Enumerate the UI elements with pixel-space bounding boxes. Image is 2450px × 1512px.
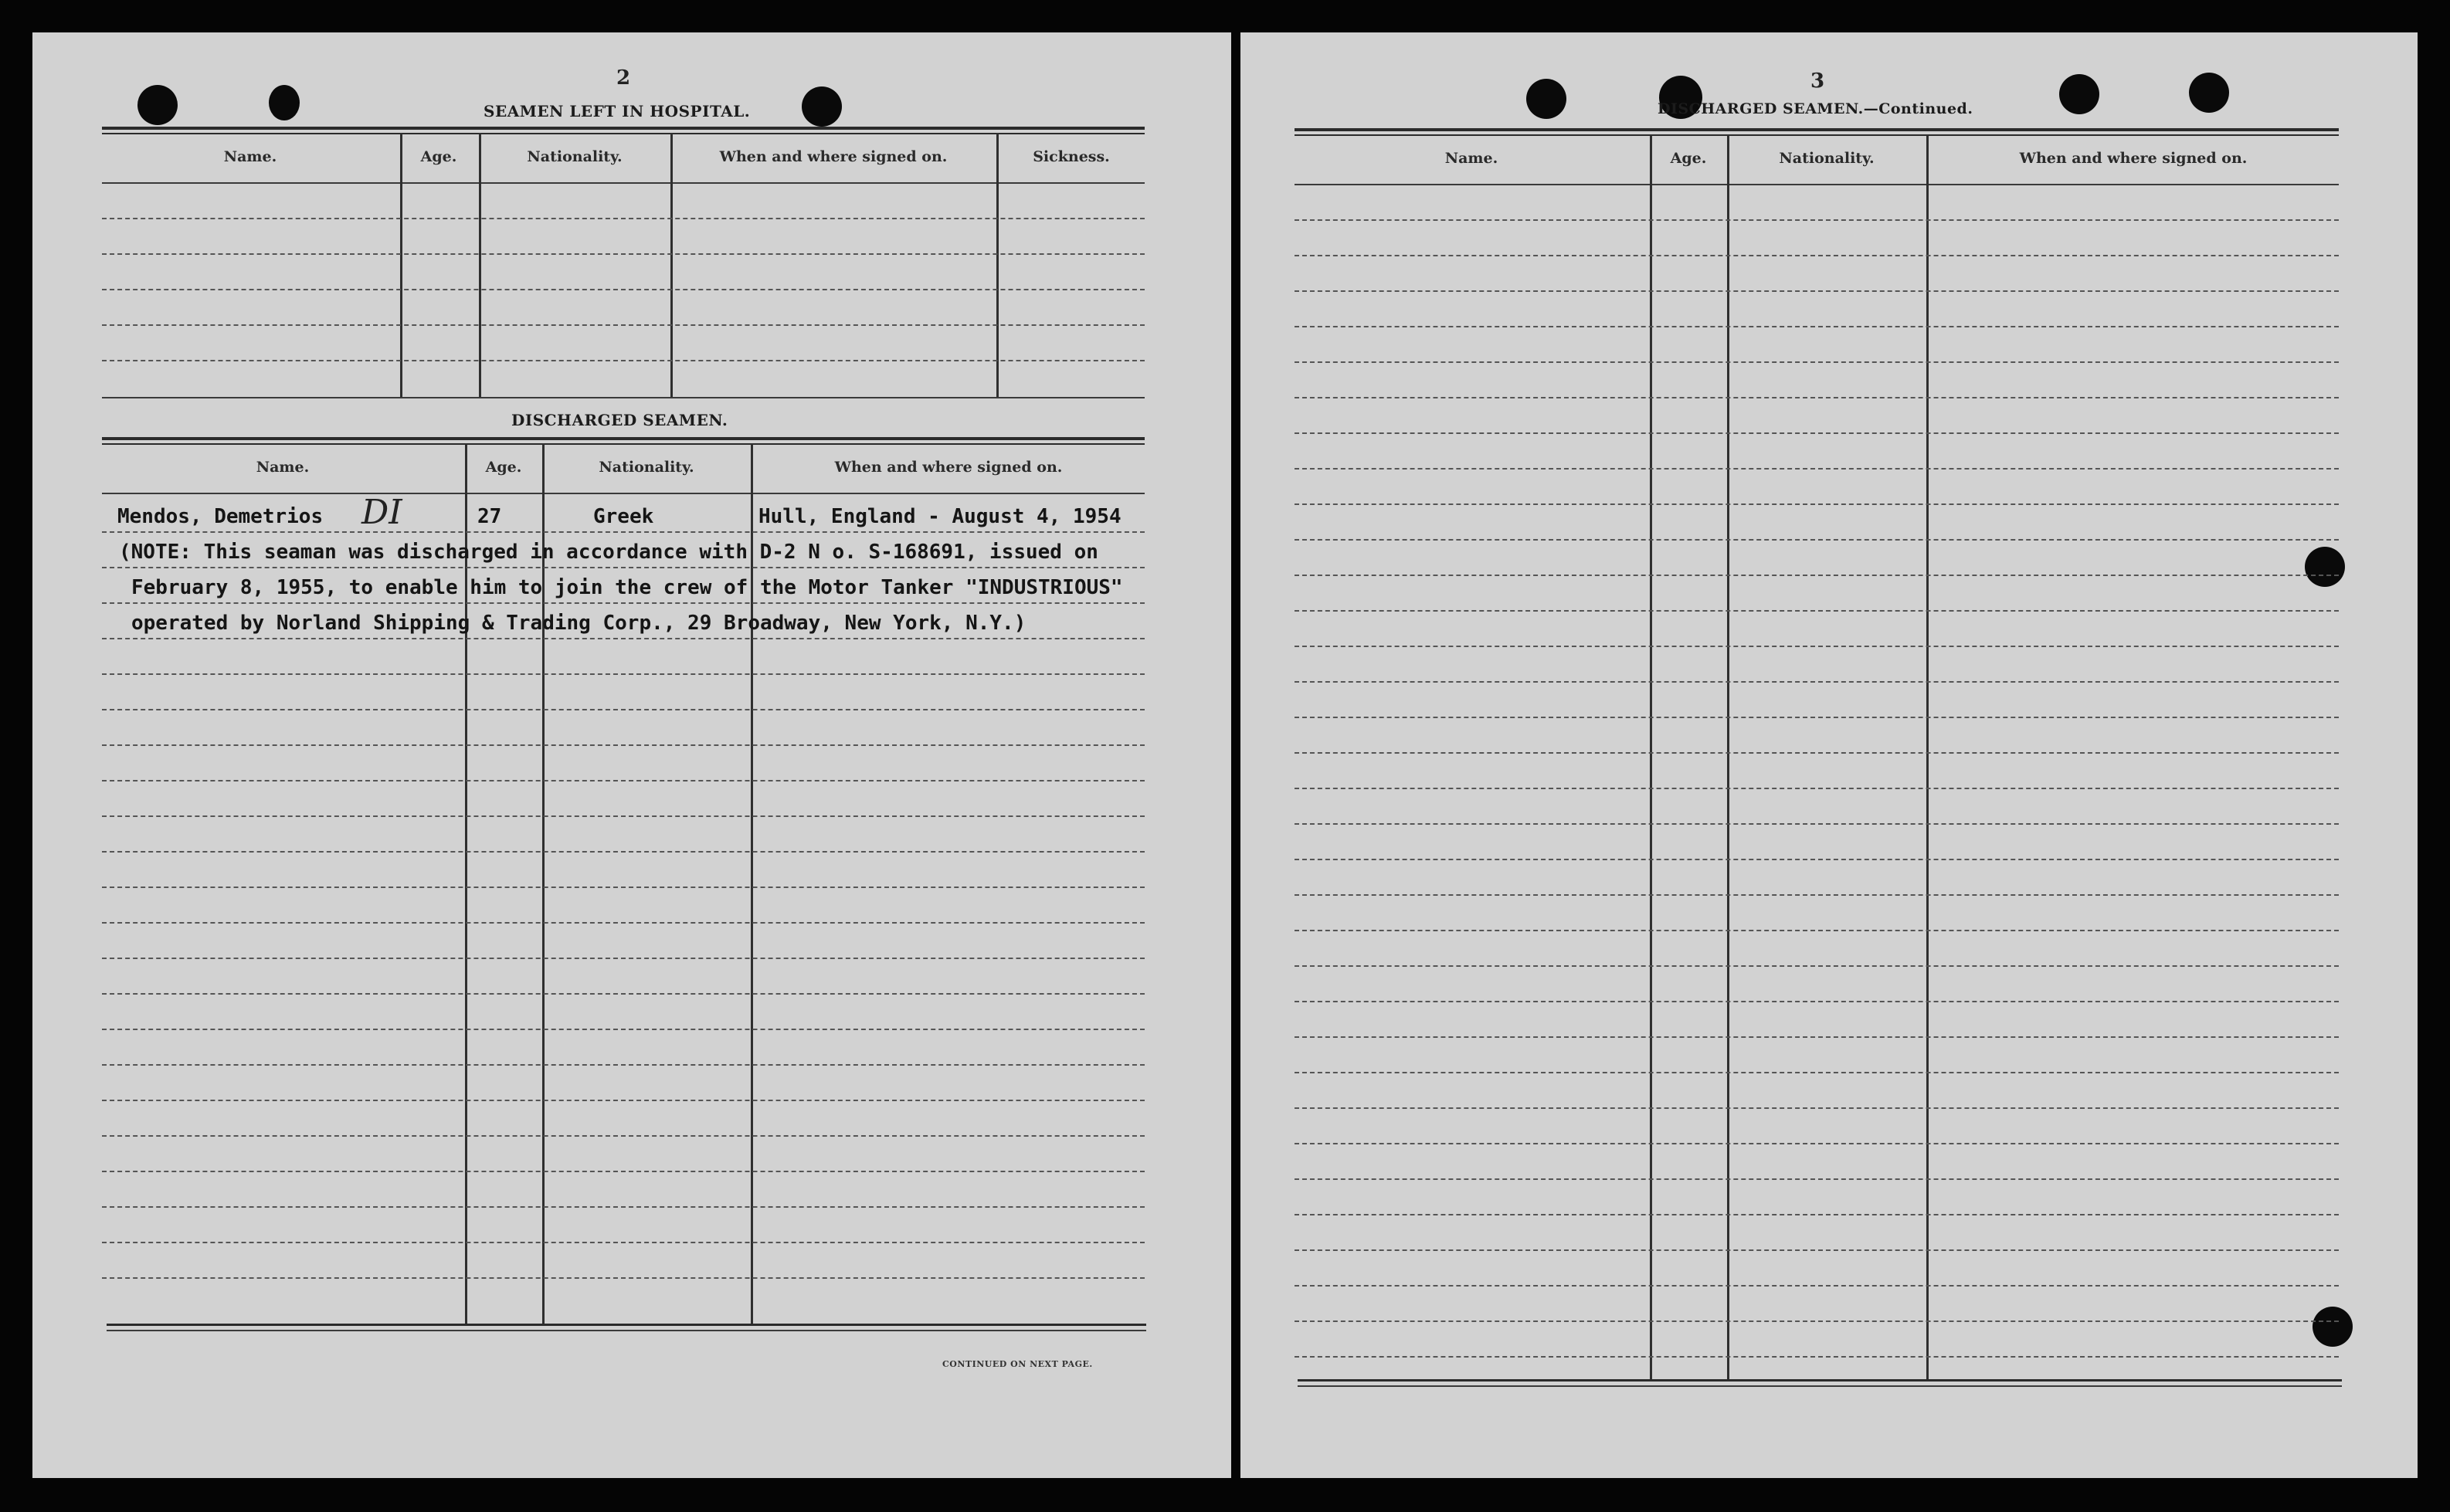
entry-line xyxy=(102,922,1145,924)
punch-hole xyxy=(802,86,842,127)
discharged-section-title: DISCHARGED SEAMEN. xyxy=(511,411,728,429)
column-divider xyxy=(1926,134,1929,1379)
hospital-header-sickness: Sickness. xyxy=(1033,148,1110,165)
entry-line xyxy=(1295,894,2339,896)
note-line: operated by Norland Shipping & Trading Corp., 29 Broadway, New York, N.Y.) xyxy=(131,612,1026,635)
entry-line xyxy=(1295,1178,2339,1180)
bottom-rule xyxy=(1298,1379,2342,1381)
entry-line xyxy=(1295,1036,2339,1038)
entry-line xyxy=(1295,1285,2339,1287)
page-number: 3 xyxy=(1810,69,1825,93)
entry-line xyxy=(1295,1143,2339,1144)
entry-line xyxy=(102,780,1145,781)
entry-line xyxy=(102,815,1145,817)
continued-header-signed-on: When and where signed on. xyxy=(2019,150,2248,167)
discharged-header-age: Age. xyxy=(485,459,522,476)
entry-line xyxy=(102,1135,1145,1137)
entry-line xyxy=(1295,503,2339,505)
seaman-nationality: Greek xyxy=(593,505,654,528)
top-rule xyxy=(102,437,1145,440)
entry-line xyxy=(1295,717,2339,718)
note-line: February 8, 1955, to enable him to join the crew of the Motor Tanker "INDUSTRIOUS" xyxy=(131,576,1123,599)
top-rule xyxy=(102,443,1145,445)
entry-line xyxy=(102,887,1145,888)
entry-line xyxy=(1295,539,2339,541)
entry-line xyxy=(102,253,1145,255)
punch-hole xyxy=(2305,547,2345,587)
entry-line xyxy=(102,673,1145,675)
entry-line xyxy=(1295,1249,2339,1251)
entry-line xyxy=(1295,468,2339,470)
header-rule xyxy=(102,493,1145,494)
entry-line xyxy=(1295,681,2339,683)
punch-hole xyxy=(269,85,300,120)
punch-hole xyxy=(2313,1307,2353,1347)
entry-line xyxy=(102,851,1145,853)
continued-header-nationality: Nationality. xyxy=(1779,150,1875,167)
entry-line xyxy=(102,709,1145,710)
punch-hole xyxy=(2059,74,2099,114)
entry-line xyxy=(1295,965,2339,967)
top-rule xyxy=(102,133,1145,134)
punch-hole xyxy=(137,85,178,125)
discharged-header-nationality: Nationality. xyxy=(599,459,694,476)
column-divider xyxy=(751,443,753,1324)
entry-line xyxy=(102,1064,1145,1066)
hospital-header-name: Name. xyxy=(223,148,277,165)
punch-hole xyxy=(2189,73,2229,113)
left-page xyxy=(32,32,1231,1478)
entry-line xyxy=(102,1029,1145,1030)
top-rule xyxy=(102,127,1145,130)
seaman-signed-on: Hull, England - August 4, 1954 xyxy=(758,505,1122,528)
column-divider xyxy=(479,133,481,398)
entry-line xyxy=(1295,219,2339,221)
entry-line xyxy=(1295,1214,2339,1215)
column-divider xyxy=(1650,134,1652,1379)
column-divider xyxy=(400,133,402,398)
entry-line xyxy=(102,744,1145,746)
entry-line xyxy=(1295,930,2339,931)
bottom-rule xyxy=(107,1330,1146,1331)
entry-line xyxy=(102,638,1145,639)
entry-line xyxy=(102,324,1145,326)
right-page xyxy=(1240,32,2418,1478)
hospital-section-title: SEAMEN LEFT IN HOSPITAL. xyxy=(484,102,751,120)
entry-line xyxy=(1295,290,2339,292)
entry-line xyxy=(1295,432,2339,434)
discharged-header-name: Name. xyxy=(256,459,310,476)
header-rule xyxy=(1295,184,2339,185)
entry-line xyxy=(1295,1072,2339,1073)
entry-line xyxy=(102,1206,1145,1208)
entry-line xyxy=(102,993,1145,995)
entry-line xyxy=(102,531,1145,533)
entry-line xyxy=(1295,610,2339,612)
top-rule xyxy=(1295,134,2339,136)
continued-header-age: Age. xyxy=(1670,150,1707,167)
entry-line xyxy=(102,289,1145,290)
section-rule xyxy=(102,397,1145,398)
entry-line xyxy=(1295,1107,2339,1109)
entry-line xyxy=(1295,1356,2339,1358)
entry-line xyxy=(1295,1320,2339,1322)
entry-line xyxy=(102,958,1145,959)
entry-line xyxy=(102,1277,1145,1279)
entry-line xyxy=(1295,1001,2339,1002)
entry-line xyxy=(1295,575,2339,576)
bottom-rule xyxy=(1298,1385,2342,1387)
entry-line xyxy=(1295,859,2339,860)
entry-line xyxy=(102,218,1145,219)
column-divider xyxy=(465,443,467,1324)
entry-line xyxy=(1295,752,2339,754)
entry-line xyxy=(1295,361,2339,363)
top-rule xyxy=(1295,128,2339,131)
continued-header-name: Name. xyxy=(1444,150,1498,167)
entry-line xyxy=(1295,646,2339,647)
column-divider xyxy=(1727,134,1729,1379)
seaman-name: Mendos, Demetrios xyxy=(117,505,324,528)
entry-line xyxy=(102,360,1145,361)
hospital-header-age: Age. xyxy=(420,148,457,165)
entry-line xyxy=(102,567,1145,568)
entry-line xyxy=(102,1242,1145,1243)
handwritten-mark: DI xyxy=(361,493,402,532)
continued-section-title: DISCHARGED SEAMEN.—Continued. xyxy=(1658,100,1973,117)
punch-hole xyxy=(1526,79,1566,119)
hospital-header-nationality: Nationality. xyxy=(527,148,623,165)
entry-line xyxy=(1295,788,2339,789)
seaman-age: 27 xyxy=(477,505,502,528)
bottom-rule xyxy=(107,1324,1146,1326)
entry-line xyxy=(1295,255,2339,256)
entry-line xyxy=(1295,397,2339,398)
discharged-header-signed-on: When and where signed on. xyxy=(834,459,1063,476)
continued-footer: CONTINUED ON NEXT PAGE. xyxy=(942,1359,1093,1369)
page-number: 2 xyxy=(616,66,631,90)
column-divider xyxy=(542,443,545,1324)
entry-line xyxy=(102,602,1145,604)
note-line: (NOTE: This seaman was discharged in accordance with D-2 N o. S-168691, issued on xyxy=(119,541,1098,564)
entry-line xyxy=(102,1171,1145,1172)
header-rule xyxy=(102,182,1145,184)
entry-line xyxy=(1295,823,2339,825)
column-divider xyxy=(670,133,673,398)
entry-line xyxy=(102,1100,1145,1101)
entry-line xyxy=(1295,326,2339,327)
hospital-header-signed-on: When and where signed on. xyxy=(719,148,948,165)
column-divider xyxy=(996,133,999,398)
